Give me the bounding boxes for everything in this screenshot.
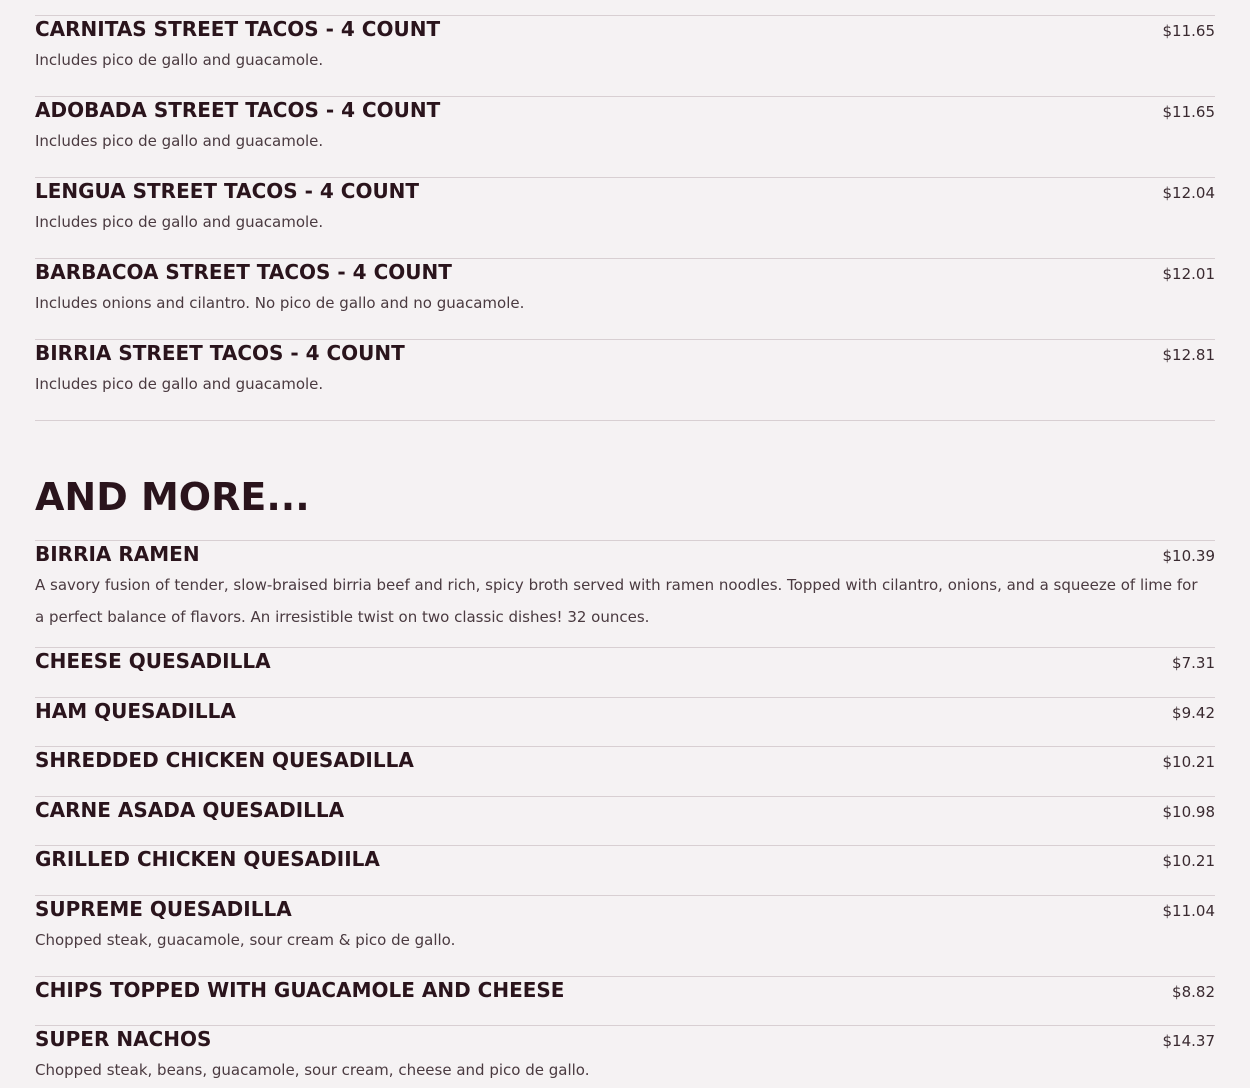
item-price: $12.04	[1162, 184, 1215, 202]
item-price: $9.42	[1172, 703, 1215, 722]
item-description: Includes pico de gallo and guacamole.	[35, 213, 324, 231]
item-description: Chopped steak, beans, guacamole, sour cream, cheese and pico de gallo.	[35, 1061, 590, 1079]
and-more-section	[35, 540, 1215, 1088]
menu-item[interactable]	[35, 895, 1215, 976]
item-price: $11.65	[1162, 103, 1215, 121]
item-name: CHIPS TOPPED WITH GUACAMOLE AND CHEESE	[35, 977, 565, 1002]
item-price: $10.39	[1162, 547, 1215, 565]
menu-item[interactable]	[35, 845, 1215, 895]
item-description: Includes onions and cilantro. No pico de gallo and no guacamole.	[35, 294, 525, 312]
item-price: $14.37	[1162, 1032, 1215, 1050]
item-price: $11.04	[1162, 901, 1215, 920]
item-description: Includes pico de gallo and guacamole.	[35, 51, 324, 69]
item-name: CHEESE QUESADILLA	[35, 649, 271, 673]
menu-item[interactable]	[35, 1025, 1215, 1088]
item-price: $11.65	[1162, 22, 1215, 40]
item-description: Includes pico de gallo and guacamole.	[35, 132, 324, 150]
menu-item[interactable]	[35, 96, 1215, 177]
menu-item[interactable]	[35, 540, 1215, 647]
item-price: $12.01	[1162, 265, 1215, 283]
item-name: BARBACOA STREET TACOS - 4 COUNT	[35, 260, 452, 284]
menu-item[interactable]	[35, 339, 1215, 420]
menu-item[interactable]	[35, 647, 1215, 697]
menu-item[interactable]	[35, 258, 1215, 339]
item-name: SHREDDED CHICKEN QUESADILLA	[35, 748, 414, 772]
item-name: BIRRIA RAMEN	[35, 542, 200, 566]
item-price: $12.81	[1162, 346, 1215, 364]
item-name: CARNE ASADA QUESADILLA	[35, 797, 345, 822]
item-name: CARNITAS STREET TACOS - 4 COUNT	[35, 17, 441, 41]
street-tacos-section	[35, 0, 1215, 421]
section-divider	[35, 420, 1215, 421]
menu-item[interactable]	[35, 697, 1215, 747]
item-name: HAM QUESADILLA	[35, 698, 236, 723]
menu-item[interactable]	[35, 177, 1215, 258]
item-name: GRILLED CHICKEN QUESADIILA	[35, 847, 380, 871]
menu-item[interactable]	[35, 976, 1215, 1026]
item-description: Includes pico de gallo and guacamole.	[35, 375, 324, 393]
item-price: $7.31	[1172, 654, 1215, 672]
item-price: $10.21	[1162, 753, 1215, 771]
menu-item[interactable]	[35, 796, 1215, 846]
item-name: BIRRIA STREET TACOS - 4 COUNT	[35, 341, 405, 365]
menu-item[interactable]	[35, 15, 1215, 96]
item-price: $10.21	[1162, 852, 1215, 870]
item-name: LENGUA STREET TACOS - 4 COUNT	[35, 179, 420, 203]
section-heading: AND MORE...	[35, 475, 310, 519]
menu-item[interactable]	[35, 746, 1215, 796]
item-name: SUPREME QUESADILLA	[35, 896, 292, 921]
item-description: A savory fusion of tender, slow-braised birria beef and rich, spicy broth served with ramen noodles. Topped with cilantro, onions, and a squeeze of lime for a perfect balance of flavors. An irresistible twist on two classic dishes! 32 ounces.	[35, 576, 1198, 626]
item-description: Chopped steak, guacamole, sour cream & pico de gallo.	[35, 930, 456, 949]
item-name: SUPER NACHOS	[35, 1027, 212, 1051]
item-price: $10.98	[1162, 802, 1215, 821]
item-name: ADOBADA STREET TACOS - 4 COUNT	[35, 98, 441, 122]
item-price: $8.82	[1172, 982, 1215, 1001]
